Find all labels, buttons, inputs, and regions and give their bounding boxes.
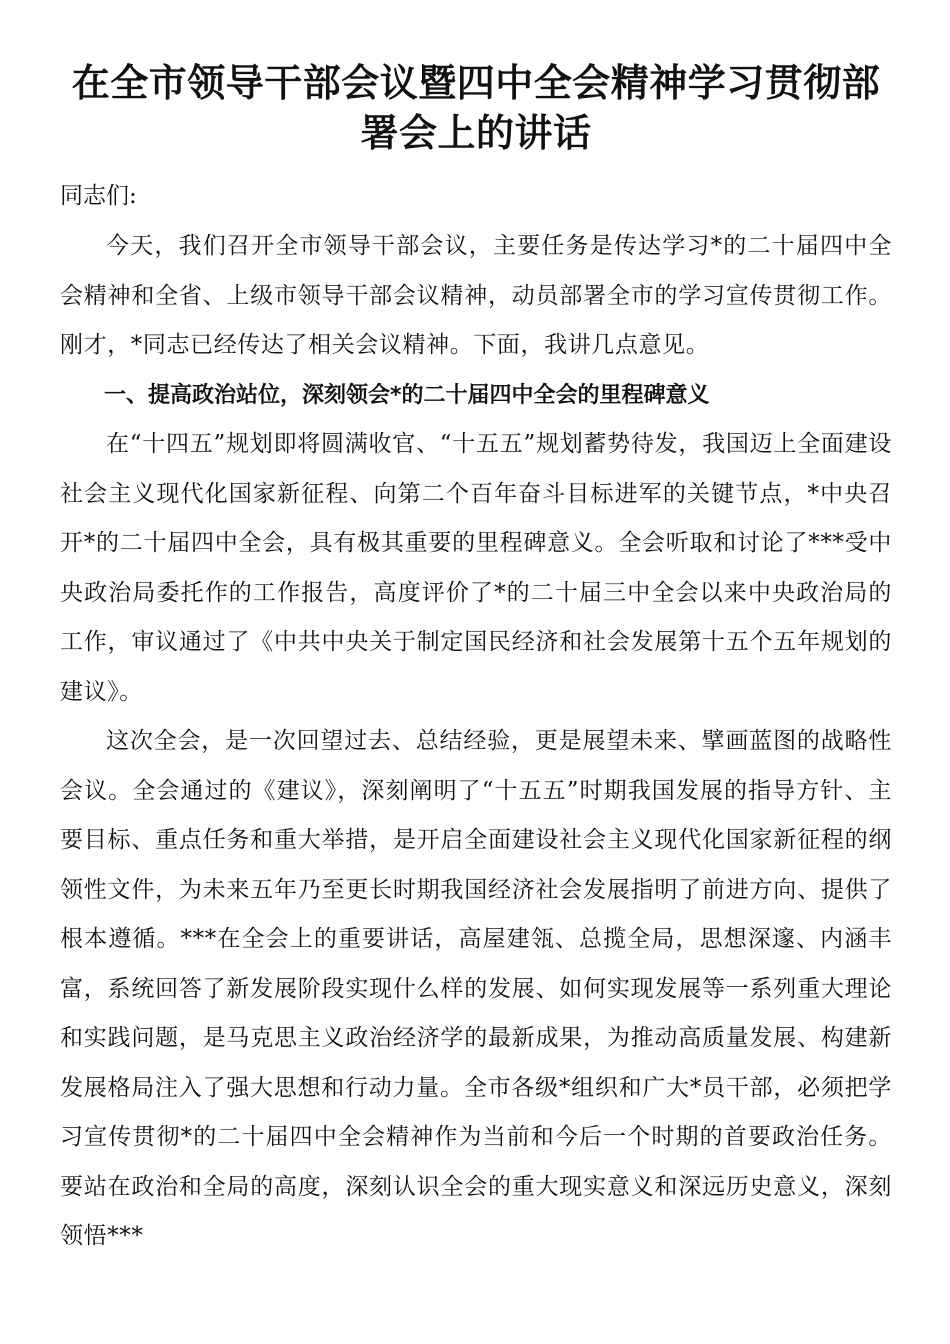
paragraph-background: 在“十四五”规划即将圆满收官、“十五五”规划蓄势待发，我国迈上全面建设社会主义现代化国家新征程、向第二个百年奋斗目标进军的关键节点，*中央召开*的二十届四中全会，具有极其重要的里程碑意义。全会听取和讨论了***受中央政治局委托作的工作报告，高度评价了*的二十届三中全会以来中央政治局的工作，审议通过了《中共中央关于制定国民经济和社会发展第十五个五年规划的建议》。 — [60, 431, 892, 705]
salutation: 同志们: — [60, 183, 137, 209]
section-heading-1: 一、提高政治站位，深刻领会*的二十届四中全会的里程碑意义 — [104, 382, 710, 408]
paragraph-significance: 这次全会，是一次回望过去、总结经验，更是展望未来、擘画蓝图的战略性会议。全会通过的《建议》，深刻阐明了“十五五”时期我国发展的指导方针、主要目标、重点任务和重大举措，是开启全面建设社会主义现代化国家新征程的纲领性文件，为未来五年乃至更长时期我国经济社会发展指明了前进方向、提供了根本遵循。***在全会上的重要讲话，高屋建瓴、总揽全局，思想深邃、内涵丰富，系统回答了新发展阶段实现什么样的发展、如何实现发展等一系列重大理论和实践问题，是马克思主义政治经济学的最新成果，为推动高质量发展、构建新发展格局注入了强大思想和行动力量。全市各级*组织和广大*员干部，必须把学习宣传贯彻*的二十届四中全会精神作为当前和今后一个时期的首要政治任务。要站在政治和全局的高度，深刻认识全会的重大现实意义和深远历史意义，深刻领悟*** — [60, 728, 892, 1249]
document-title: 在全市领导干部会议暨四中全会精神学习贯彻部署会上的讲话 — [71, 61, 881, 155]
paragraph-intro: 今天，我们召开全市领导干部会议，主要任务是传达学习*的二十届四中全会精神和全省、上级市领导干部会议精神，动员部署全市的学习宣传贯彻工作。刚才，*同志已经传达了相关会议精神。下面，我讲几点意见。 — [60, 233, 892, 358]
